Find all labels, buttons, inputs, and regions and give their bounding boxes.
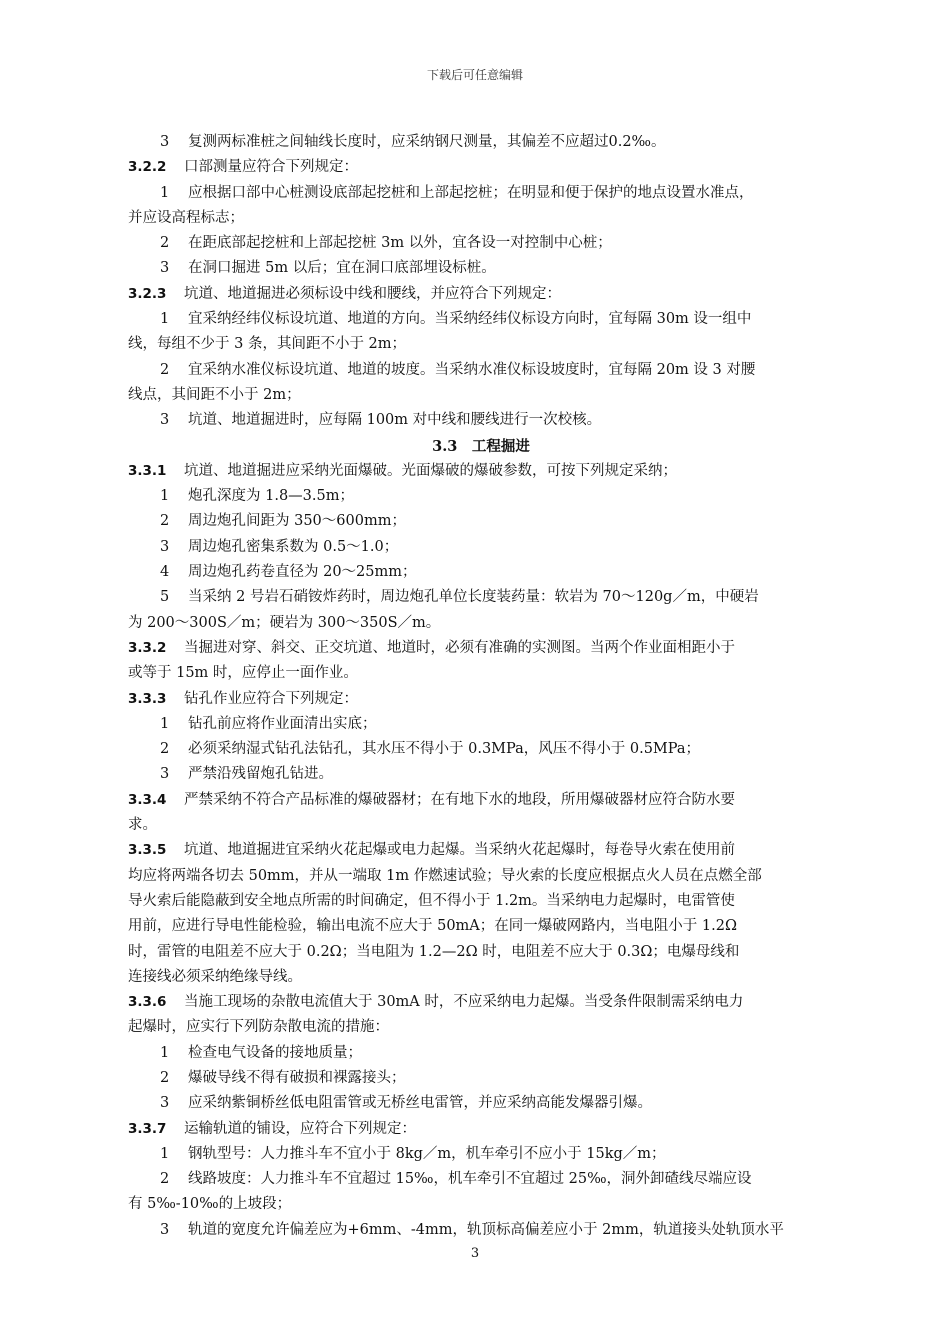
list-item <box>128 1142 834 1167</box>
clause-number: 3.3.6 <box>128 994 167 1011</box>
list-item <box>128 1167 834 1192</box>
line-text: 运输轨道的铺设，应符合下列规定： <box>184 1120 416 1137</box>
line-text: 求。 <box>128 817 157 834</box>
line-text: 严禁沿残留炮孔钻进。 <box>188 766 333 783</box>
clause <box>128 636 834 661</box>
continuation-line <box>128 889 834 914</box>
line-text: 并应设高程标志； <box>128 209 244 226</box>
list-item <box>128 1091 834 1116</box>
clause <box>128 282 834 307</box>
list-item <box>128 1066 834 1091</box>
line-text: 检查电气设备的接地质量； <box>188 1044 362 1061</box>
line-text: 复测两标准桩之间轴线长度时，应采纳钢尺测量，其偏差不应超过0.2‰。 <box>188 134 666 150</box>
item-number: 4 <box>160 564 170 581</box>
item-number: 2 <box>160 741 170 758</box>
continuation-line <box>128 383 834 408</box>
item-number: 3 <box>160 1221 170 1238</box>
line-text: 为 200～300S／m；硬岩为 300～350S／m。 <box>128 614 441 631</box>
item-number: 5 <box>160 589 170 606</box>
clause-number: 3.2.3 <box>128 285 167 302</box>
item-number: 1 <box>160 311 170 328</box>
line-text: 均应将两端各切去 50mm，并从一端取 1m 作燃速试验；导火索的长度应根据点火人员在点燃全部 <box>128 867 762 884</box>
line-text: 应根据口部中心桩测设底部起挖桩和上部起挖桩；在明显和便于保护的地点设置水准点， <box>188 184 754 201</box>
continuation-line <box>128 1192 834 1217</box>
continuation-line <box>128 1015 834 1040</box>
continuation-line <box>128 661 834 686</box>
item-number: 2 <box>160 361 170 378</box>
line-text: 轨道的宽度允许偏差应为+6mm、-4mm，轨顶标高偏差应小于 2mm，轨道接头处轨顶水平 <box>188 1221 784 1238</box>
item-number: 3 <box>160 766 170 783</box>
continuation-line <box>128 611 834 636</box>
list-item <box>128 712 834 737</box>
item-number: 1 <box>160 488 170 505</box>
list-item <box>128 256 834 281</box>
list-item <box>128 762 834 787</box>
line-text: 炮孔深度为 1.8—3.5m； <box>188 488 354 505</box>
clause-number: 3.3.3 <box>128 690 167 707</box>
list-item <box>128 1218 834 1243</box>
clause <box>128 687 834 712</box>
continuation-line <box>128 940 834 965</box>
clause-number: 3.3.1 <box>128 462 167 479</box>
line-text: 当施工现场的杂散电流值大于 30mA 时，不应采纳电力起爆。当受条件限制需采纳电力 <box>184 994 744 1011</box>
line-text: 严禁采纳不符合产品标准的爆破器材；在有地下水的地段，所用爆破器材应符合防水要 <box>184 791 735 808</box>
clause-number: 3.3.4 <box>128 791 167 808</box>
clause-number: 3.3.7 <box>128 1120 167 1137</box>
continuation-line <box>128 965 834 990</box>
list-item <box>128 1041 834 1066</box>
clause <box>128 788 834 813</box>
line-text: 应采纳紫铜桥丝低电阻雷管或无桥丝电雷管，并应采纳高能发爆器引爆。 <box>188 1095 652 1112</box>
line-text: 线路坡度：人力推斗车不宜超过 15‰，机车牵引不宜超过 25‰，洞外卸碴线尽端应设 <box>188 1171 752 1188</box>
line-text: 线点，其间距不小于 2m； <box>128 386 301 403</box>
list-item <box>128 560 834 585</box>
line-text: 周边炮孔间距为 350～600mm； <box>188 513 406 530</box>
line-text: 口部测量应符合下列规定： <box>184 159 358 176</box>
line-text: 钻孔前应将作业面清出实底； <box>188 715 377 732</box>
item-number: 2 <box>160 235 170 252</box>
item-number: 3 <box>160 134 170 150</box>
line-text: 3.3 工程掘进 <box>432 437 530 455</box>
page-number: 3 <box>470 1246 480 1261</box>
clause-number: 3.2.2 <box>128 159 167 176</box>
page-header: 下载后可任意编辑 <box>426 68 523 82</box>
clause-number: 3.3.5 <box>128 842 167 859</box>
list-item <box>128 358 834 383</box>
line-text: 或等于 15m 时，应停止一面作业。 <box>128 665 358 682</box>
line-text: 宜采纳水准仪标设坑道、地道的坡度。当采纳水准仪标设坡度时，宜每隔 20m 设 3 对腰 <box>188 361 756 378</box>
item-number: 3 <box>160 538 170 555</box>
line-text: 宜采纳经纬仪标设坑道、地道的方向。当采纳经纬仪标设方向时，宜每隔 30m 设一组中 <box>188 311 752 328</box>
clause <box>128 1117 834 1142</box>
line-text: 导火索后能隐蔽到安全地点所需的时间确定，但不得小于 1.2m。当采纳电力起爆时，电雷管使 <box>128 892 735 909</box>
line-text: 有 5‰-10‰的上坡段； <box>128 1196 292 1213</box>
line-text: 当采纳 2 号岩石硝铵炸药时，周边炮孔单位长度装药量：软岩为 70～120g／m，中硬岩 <box>188 589 759 606</box>
line-text: 在洞口掘进 5m 以后；宜在洞口底部埋设标桩。 <box>188 260 496 277</box>
item-number: 1 <box>160 715 170 732</box>
item-number: 3 <box>160 412 170 429</box>
item-number: 1 <box>160 1044 170 1061</box>
document-body <box>128 130 834 1243</box>
line-text: 用前，应进行导电性能检验，输出电流不应大于 50mA；在同一爆破网路内，当电阻小于 1.2Ω <box>128 918 737 935</box>
clause <box>128 990 834 1015</box>
continuation-line <box>128 206 834 231</box>
continuation-line <box>128 864 834 889</box>
clause <box>128 459 834 484</box>
line-text: 在距底部起挖桩和上部起挖桩 3m 以外，宜各设一对控制中心桩； <box>188 235 612 252</box>
line-text: 当掘进对穿、斜交、正交坑道、地道时，必须有准确的实测图。当两个作业面相距小于 <box>184 639 735 656</box>
item-number: 1 <box>160 1145 170 1162</box>
list-item <box>128 484 834 509</box>
list-item <box>128 231 834 256</box>
item-number: 2 <box>160 1069 170 1086</box>
line-text: 钢轨型号：人力推斗车不宜小于 8kg／m，机车牵引不应小于 15kg／m； <box>188 1145 666 1162</box>
line-text: 钻孔作业应符合下列规定： <box>184 690 358 707</box>
clause-number: 3.3.2 <box>128 639 167 656</box>
list-item <box>128 130 834 155</box>
line-text: 坑道、地道掘进必须标设中线和腰线，并应符合下列规定： <box>184 285 561 302</box>
line-text: 连接线必须采纳绝缘导线。 <box>128 968 302 985</box>
line-text: 线，每组不少于 3 条，其间距不小于 2m； <box>128 336 407 353</box>
item-number: 2 <box>160 513 170 530</box>
continuation-line <box>128 813 834 838</box>
list-item <box>128 737 834 762</box>
line-text: 起爆时，应实行下列防杂散电流的措施： <box>128 1019 389 1036</box>
line-text: 坑道、地道掘进宜采纳火花起爆或电力起爆。当采纳火花起爆时，每卷导火索在使用前 <box>184 842 735 859</box>
line-text: 坑道、地道掘进时，应每隔 100m 对中线和腰线进行一次校核。 <box>188 412 602 429</box>
section-heading <box>128 434 834 459</box>
item-number: 3 <box>160 260 170 277</box>
list-item <box>128 535 834 560</box>
line-text: 时，雷管的电阻差不应大于 0.2Ω；当电阻为 1.2—2Ω 时，电阻差不应大于 0.3Ω；电爆母线和 <box>128 943 740 960</box>
line-text: 必须采纳湿式钻孔法钻孔，其水压不得小于 0.3MPa，风压不得小于 0.5MPa； <box>188 741 701 758</box>
continuation-line <box>128 914 834 939</box>
list-item <box>128 307 834 332</box>
line-text: 坑道、地道掘进应采纳光面爆破。光面爆破的爆破参数，可按下列规定采纳； <box>184 462 677 479</box>
line-text: 周边炮孔药卷直径为 20～25mm； <box>188 564 417 581</box>
clause <box>128 838 834 863</box>
item-number: 1 <box>160 184 170 201</box>
item-number: 3 <box>160 1095 170 1112</box>
continuation-line <box>128 332 834 357</box>
list-item <box>128 408 834 433</box>
list-item <box>128 509 834 534</box>
list-item <box>128 181 834 206</box>
item-number: 2 <box>160 1171 170 1188</box>
list-item <box>128 585 834 610</box>
clause <box>128 155 834 180</box>
line-text: 周边炮孔密集系数为 0.5～1.0； <box>188 538 399 555</box>
line-text: 爆破导线不得有破损和裸露接头； <box>188 1069 406 1086</box>
